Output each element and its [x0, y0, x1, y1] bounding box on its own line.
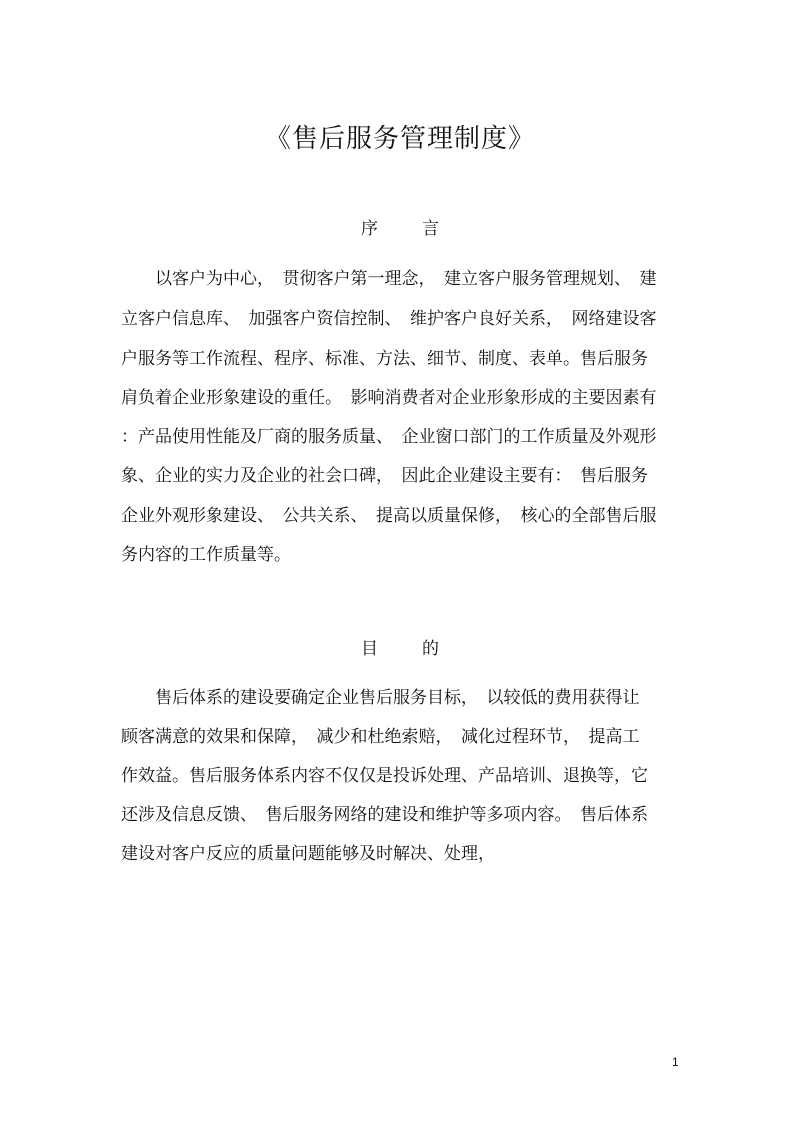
purpose-heading — [0, 634, 800, 659]
preface-line: 象、企业的实力及企业的社会口碑， 因此企业建设主要有： 售后服务 — [121, 466, 648, 486]
preface-heading-char-1: 序 — [361, 219, 378, 239]
preface-line: 立客户信息库、 加强客户资信控制、 维护客户良好关系， 网络建设客 — [121, 309, 657, 329]
page-number: 1 — [672, 1055, 679, 1069]
preface-line: 以客户为中心， 贯彻客户第一理念， 建立客户服务管理规划、 建 — [121, 269, 657, 289]
document-title: 《售后服务管理制度》 — [264, 124, 535, 154]
preface-line: ：产品使用性能及厂商的服务质量、 企业窗口部门的工作质量及外观形 — [121, 427, 657, 447]
purpose-line: 建设对客户反应的质量问题能够及时解决、处理， — [121, 844, 495, 864]
preface-line: 企业外观形象建设、 公共关系、 提高以质量保修， 核心的全部售后服 — [121, 506, 657, 526]
purpose-heading-char-1: 目 — [361, 639, 378, 659]
preface-line: 肩负着企业形象建设的重任。 影响消费者对企业形象形成的主要因素有 — [121, 388, 657, 408]
preface-line: 务内容的工作质量等。 — [121, 545, 291, 565]
purpose-line: 还涉及信息反馈、 售后服务网络的建设和维护等多项内容。 售后体系 — [121, 805, 648, 825]
purpose-line: 顾客满意的效果和保障， 减少和杜绝索赔， 减化过程环节， 提高工 — [121, 727, 640, 747]
preface-heading — [0, 214, 800, 239]
purpose-line: 售后体系的建设要确定企业售后服务目标， 以较低的费用获得让 — [121, 688, 640, 708]
purpose-heading-char-2: 的 — [422, 639, 439, 659]
purpose-line: 作效益。售后服务体系内容不仅仅是投诉处理、产品培训、退换等，它 — [121, 766, 648, 786]
preface-heading-char-2: 言 — [422, 219, 439, 239]
preface-line: 户服务等工作流程、程序、标准、方法、细节、制度、表单。售后服务 — [121, 349, 648, 369]
